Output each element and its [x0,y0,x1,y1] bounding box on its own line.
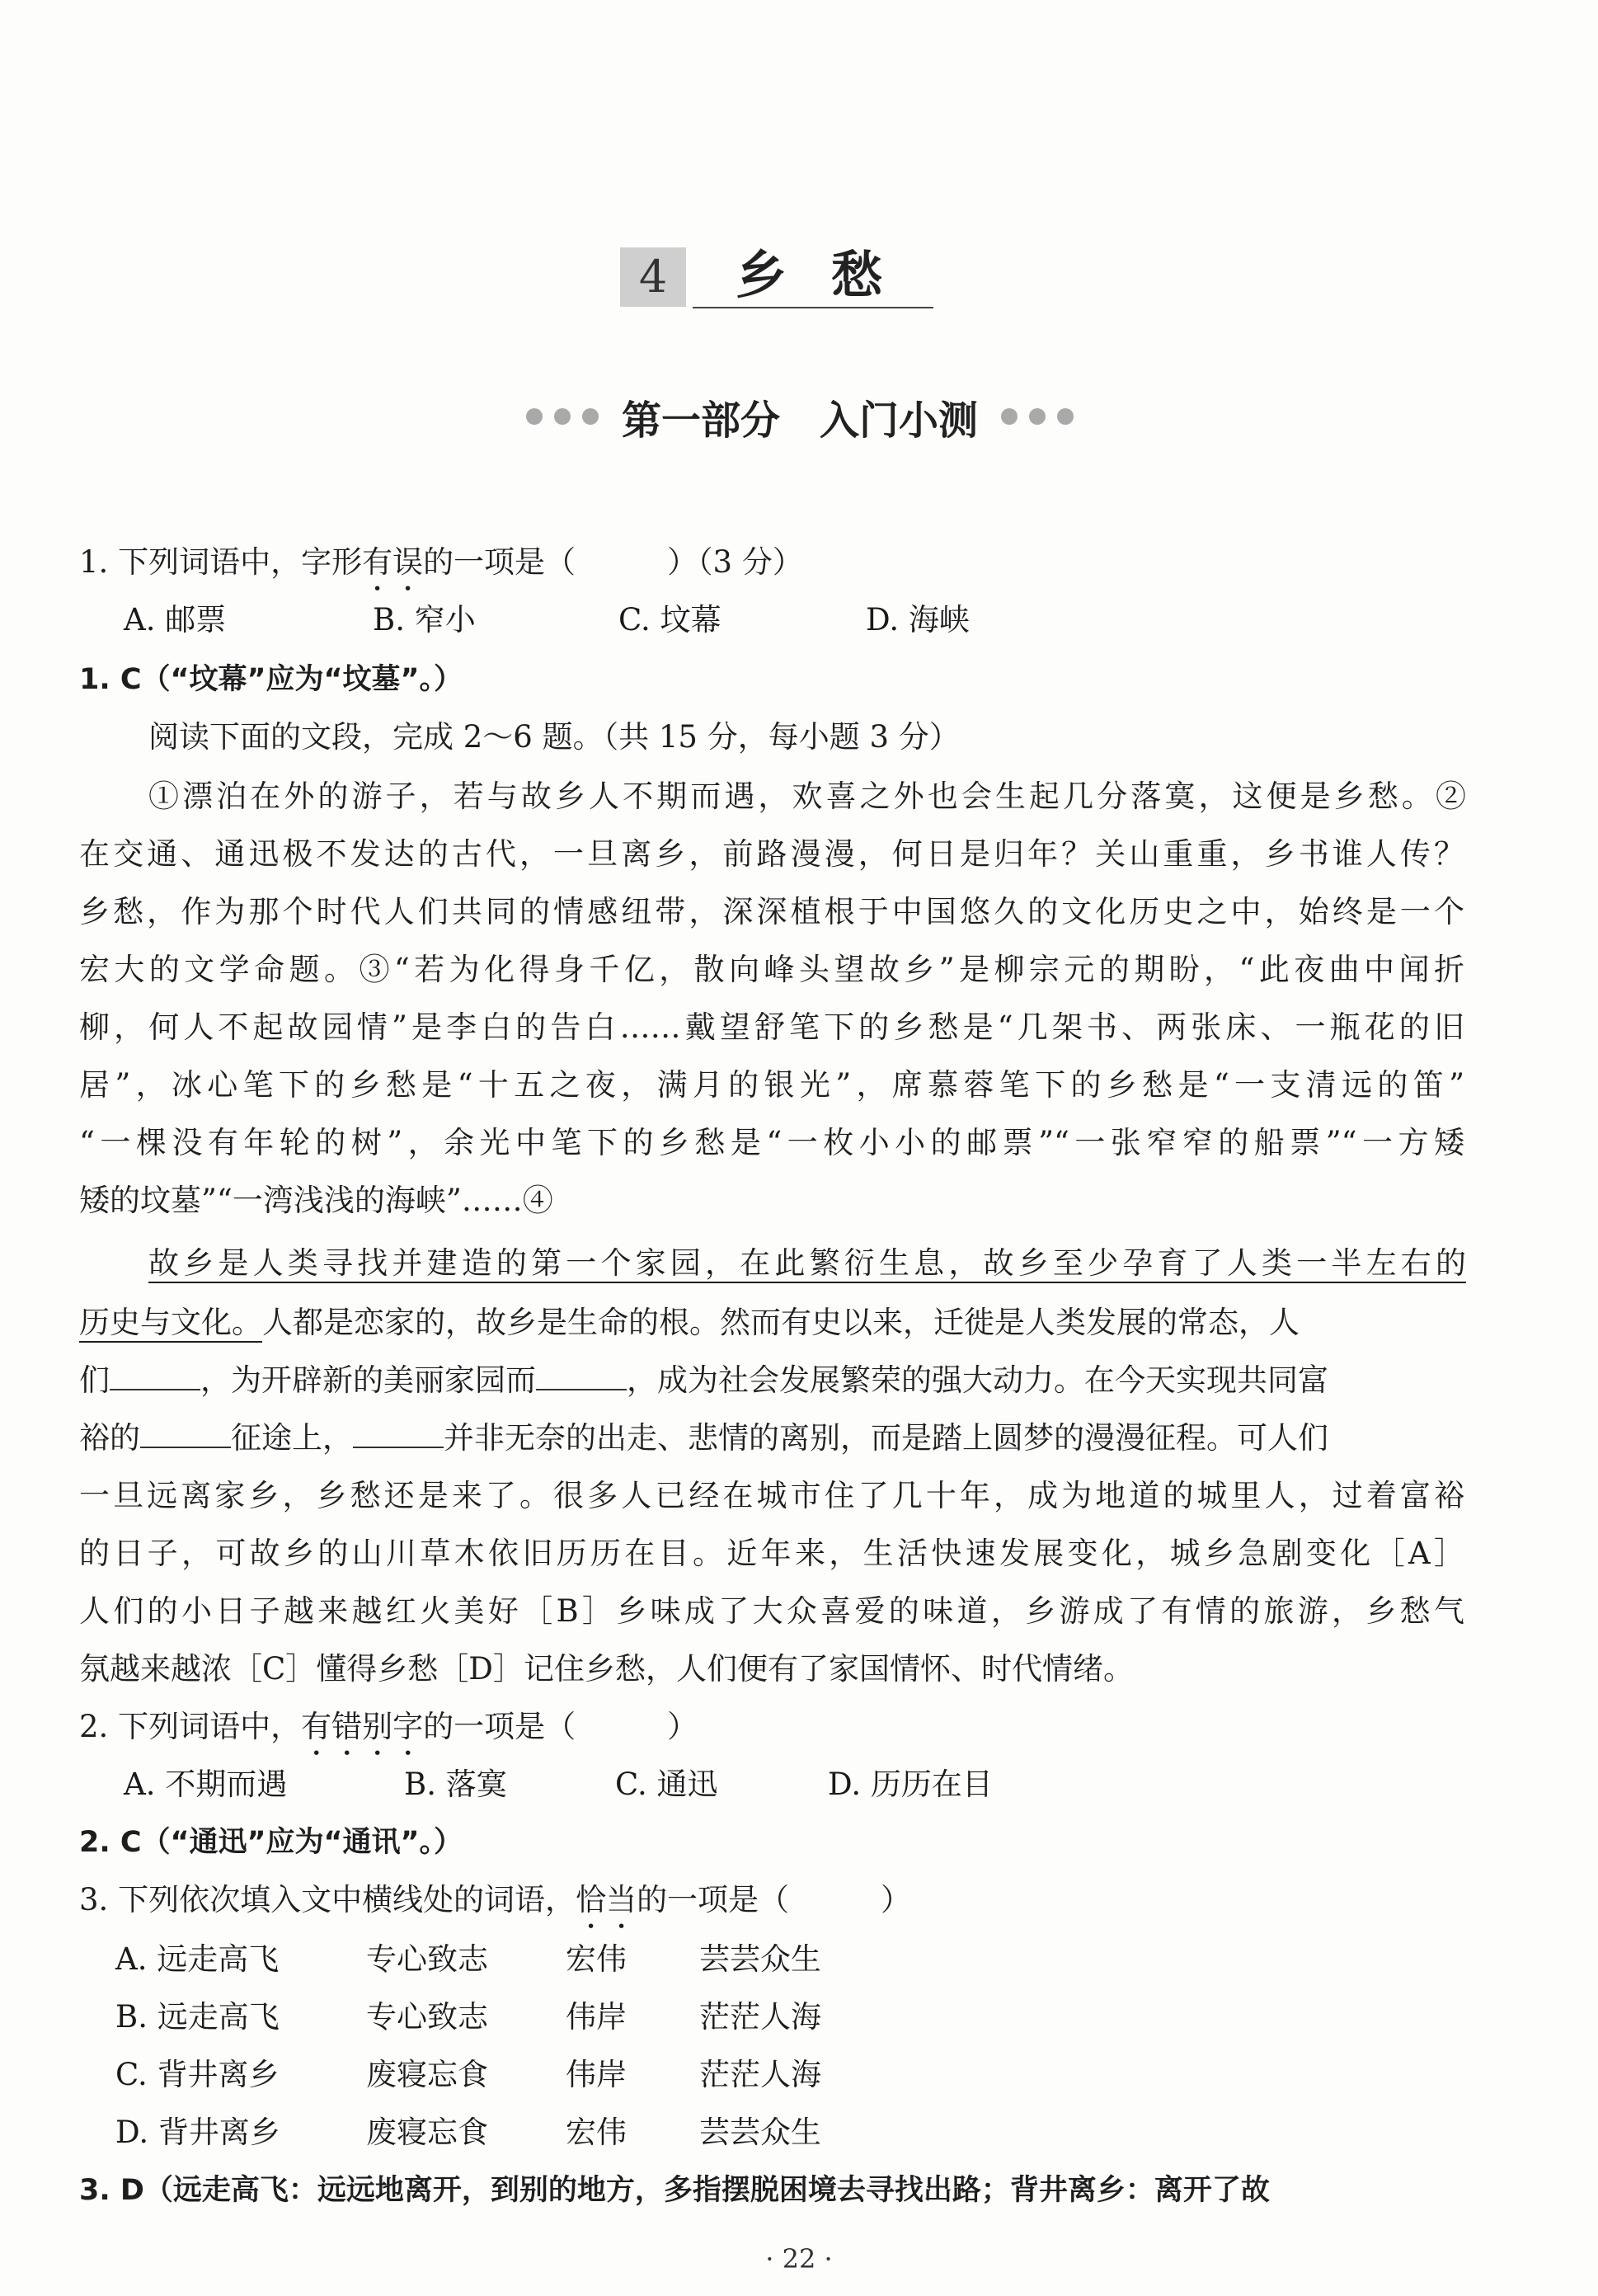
q1-answer: 1. C（“坟幕”应为“坟墓”。） [79,663,463,696]
chapter-name: 乡愁 [736,245,928,305]
passage-text: 人都是恋家的，故乡是生命的根。然而有史以来，迁徙是人类发展的常态，人 [262,1305,1300,1340]
q3-option-d-word-2: 废寝忘食 [366,2115,488,2150]
q3-option-a-word-4: 芸芸众生 [699,1941,821,1977]
passage-line [79,1303,1464,1343]
q3-option-d-word-3: 宏伟 [566,2115,627,2150]
q3-option-a-word-3: 宏伟 [566,1941,627,1977]
passage-line: 在交通、通迅极不发达的古代，一旦离乡，前路漫漫，何日是归年？关山重重，乡书谁人传？ [79,836,1464,872]
q2-option-a: A. 不期而遇 [124,1767,288,1802]
q3-answer: 3. D（远走高飞：远远地离开，到别的地方，多指摆脱困境去寻找出路；背井离乡：离开了故 [79,2174,1270,2207]
chapter-title [620,241,933,310]
q2-option-c: C. 通迅 [615,1767,718,1802]
passage-line: 居”，冰心笔下的乡愁是“十五之夜，满月的银光”，席慕蓉笔下的乡愁是“一支清远的笛” [79,1067,1464,1103]
passage-line: ①漂泊在外的游子，若与故乡人不期而遇，欢喜之外也会生起几分落寞，这便是乡愁。② [148,779,1466,814]
q1-stem-text: 1. 下列词语中，字形 [79,544,363,580]
passage-text: 裕的 [79,1420,140,1456]
question-3-stem [79,1880,1464,1936]
fill-blank-2 [536,1364,627,1390]
bullet-dot-icon [526,408,543,425]
passage-line: 宏大的文学命题。③“若为化得身千亿，散向峰头望故乡”是柳宗元的期盼，“此夜曲中闻折 [79,952,1464,987]
question-2-stem [79,1707,1464,1762]
bullet-dot-icon [554,408,571,425]
passage-line: 人们的小日子越来越红火美好［B］乡味成了大众喜爱的味道，乡游成了有情的旅游，乡愁气 [79,1593,1464,1629]
section-title: 第一部分 入门小测 [621,397,978,444]
fill-blank-4 [353,1422,444,1448]
passage-line: 氛越来越浓［C］懂得乡愁［D］记住乡愁，人们便有了家国情怀、时代情绪。 [79,1651,1134,1687]
q1-option-b: B. 窄小 [373,602,476,638]
fill-blank-1 [110,1364,200,1390]
q3-stem-emphasis: 恰当 [576,1882,637,1917]
bullet-dot-icon [1001,408,1018,425]
fill-blank-3 [140,1422,231,1448]
q3-option-c-word-4: 茫茫人海 [699,2057,821,2092]
q1-stem-tail: 的一项是（ ）（3 分） [423,544,803,580]
passage-text: ，成为社会发展繁荣的强大动力。在今天实现共同富 [627,1362,1328,1398]
passage-text: 们 [79,1362,110,1398]
q3-option-b-word-2: 专心致志 [366,1999,488,2035]
q3-option-a-word-1: A. 远走高飞 [115,1941,280,1977]
bullet-dot-icon [582,408,599,425]
q2-option-d: D. 历历在目 [828,1767,993,1802]
q1-option-d: D. 海峡 [866,602,970,638]
q1-stem-emphasis: 有误 [362,544,424,580]
q2-option-b: B. 落寞 [404,1767,507,1802]
page-number: · 22 · [765,2243,833,2275]
passage-line: 的日子，可故乡的山川草木依旧历历在目。近年来，生活快速发展变化，城乡急剧变化［A］ [79,1536,1464,1571]
q3-option-b-word-3: 伟岸 [566,1999,627,2035]
q2-answer: 2. C（“通迅”应为“通讯”。） [79,1826,463,1859]
q1-option-c: C. 坟幕 [618,602,721,638]
section-header [470,388,1130,445]
q1-option-a: A. 邮票 [124,602,227,638]
q3-stem-tail: 的一项是（ ） [637,1882,912,1917]
passage-line: 一旦远离家乡，乡愁还是来了。很多人已经在城市住了几十年，成为地道的城里人，过着富裕 [79,1478,1464,1513]
passage-line: “一棵没有年轮的树”，余光中笔下的乡愁是“一枚小小的邮票”“一张窄窄的船票”“一方矮 [79,1125,1464,1160]
q3-option-a-word-2: 专心致志 [366,1941,488,1977]
q3-option-d-word-1: D. 背井离乡 [115,2115,280,2150]
q3-option-d-word-4: 芸芸众生 [699,2115,821,2150]
q3-stem-text: 3. 下列依次填入文中横线处的词语， [79,1882,576,1917]
passage-line [79,1361,1464,1400]
passage-underlined-sentence-end: 历史与文化。 [79,1305,262,1340]
passage-line [79,1419,1464,1458]
q2-stem-tail: 的一项是（ ） [423,1709,698,1744]
passage-text: 并非无奈的出走、悲情的离别，而是踏上圆梦的漫漫征程。可人们 [444,1420,1328,1456]
q3-option-c-word-2: 废寝忘食 [366,2057,488,2092]
q3-option-b-word-1: B. 远走高飞 [115,1999,280,2035]
passage-text: 征途上， [231,1420,353,1456]
chapter-number: 4 [638,251,668,303]
q3-option-c-word-3: 伟岸 [566,2057,627,2092]
reading-intro: 阅读下面的文段，完成 2～6 题。（共 15 分，每小题 3 分） [148,719,960,755]
bullet-dot-icon [1057,408,1074,425]
chapter-underline [693,307,933,308]
passage-line: 乡愁，作为那个时代人们共同的情感纽带，深深植根于中国悠久的文化历史之中，始终是一个 [79,894,1464,929]
passage-line: 柳，何人不起故园情”是李白的告白……戴望舒笔下的乡愁是“几架书、两张床、一瓶花的旧 [79,1009,1464,1045]
q2-stem-text: 2. 下列词语中， [79,1709,302,1744]
q2-stem-emphasis: 有错别字 [301,1709,424,1744]
passage-line: 矮的坟墓”“一湾浅浅的海峡”……④ [79,1183,553,1218]
question-1-stem [79,543,1464,598]
passage-underlined-sentence: 故乡是人类寻找并建造的第一个家园，在此繁衍生息，故乡至少孕育了人类一半左右的 [148,1245,1466,1281]
bullet-dot-icon [1029,408,1046,425]
q3-option-c-word-1: C. 背井离乡 [115,2057,280,2092]
q3-option-b-word-4: 茫茫人海 [699,1999,821,2035]
passage-text: ，为开辟新的美丽家园而 [200,1362,536,1398]
